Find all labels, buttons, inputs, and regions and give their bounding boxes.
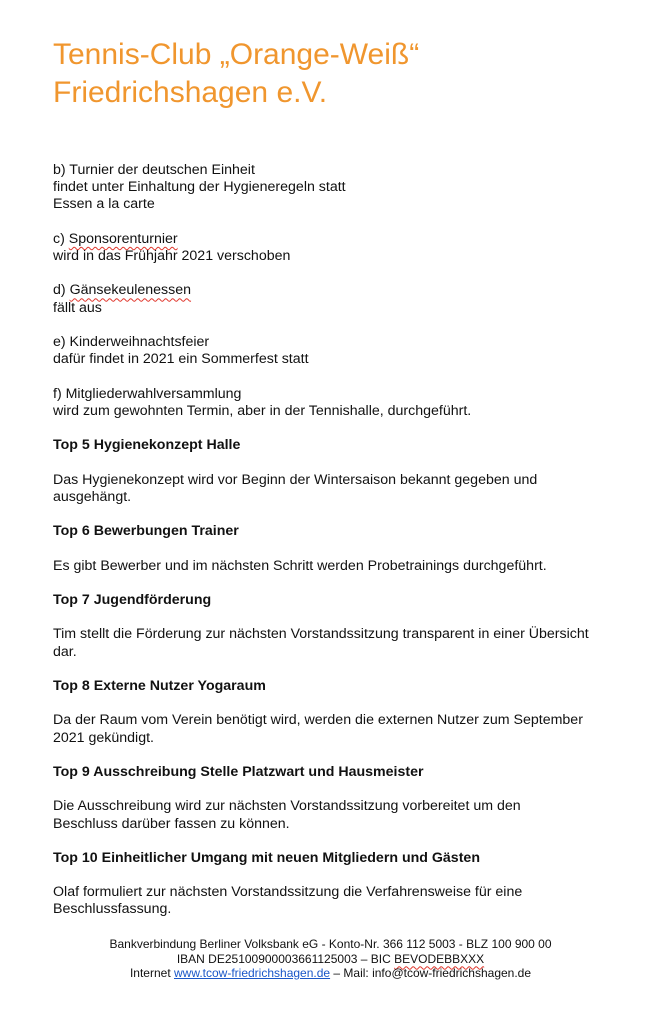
agenda-item-prefix: d) <box>53 282 70 299</box>
top-5-heading: Top 5 Hygienekonzept Halle <box>53 437 241 454</box>
paragraph-line: Die Ausschreibung wird zur nächsten Vorstandssitzung vorbereitet um den <box>53 798 521 815</box>
paragraph-line: Beschlussfassung. <box>53 901 172 918</box>
paragraph-line: ausgehängt. <box>53 488 132 505</box>
iban-bic <box>0 952 661 967</box>
agenda-item-title <box>53 231 628 248</box>
agenda-item-text: findet unter Einhaltung der Hygieneregeln statt <box>53 179 346 196</box>
club-name-line1: Tennis-Club „Orange-Weiß“ <box>53 38 420 71</box>
top-7-text <box>53 626 628 660</box>
agenda-item-b <box>53 162 628 214</box>
agenda-item-title: f) Mitgliederwahlversammlung <box>53 385 242 402</box>
agenda-item-f <box>53 386 628 420</box>
paragraph-line: Es gibt Bewerber und im nächsten Schritt werden Probetrainings durchgeführt. <box>53 557 547 574</box>
agenda-item-title: b) Turnier der deutschen Einheit <box>53 162 255 178</box>
bank-details: Bankverbindung Berliner Volksbank eG - Konto-Nr. 366 112 5003 - BLZ 100 900 00 <box>109 937 552 951</box>
paragraph-line: 2021 gekündigt. <box>53 729 154 746</box>
letterhead-footer <box>0 937 661 981</box>
agenda-item-e <box>53 334 628 368</box>
agenda-item-title: e) Kinderweihnachtsfeier <box>53 333 210 350</box>
internet-label: Internet <box>129 966 174 980</box>
agenda-item-label: Sponsorenturnier <box>68 230 178 247</box>
paragraph-line: Tim stellt die Förderung zur nächsten Vorstandssitzung transparent in einer Übersicht <box>53 626 589 643</box>
agenda-item-text: wird in das Frühjahr 2021 verschoben <box>53 248 291 264</box>
top-5-text <box>53 472 628 506</box>
mail-text: – Mail: info@tcow-friedrichshagen.de <box>330 966 532 980</box>
paragraph-line: Olaf formuliert zur nächsten Vorstandssitzung die Verfahrensweise für eine <box>53 884 523 901</box>
paragraph-line: Da der Raum vom Verein benötigt wird, werden die externen Nutzer zum September <box>53 712 583 729</box>
paragraph-line: Das Hygienekonzept wird vor Beginn der Wintersaison bekannt gegeben und <box>53 471 538 488</box>
club-header <box>53 36 633 112</box>
agenda-item-text: dafür findet in 2021 ein Sommerfest statt <box>53 351 309 368</box>
top-8-heading: Top 8 Externe Nutzer Yogaraum <box>53 677 266 694</box>
top-9-text <box>53 798 628 832</box>
paragraph-line: Beschluss darüber fassen zu können. <box>53 815 290 832</box>
agenda-item-title <box>53 282 628 299</box>
agenda-item-label: Gänsekeulenessen <box>69 282 192 299</box>
top-10-heading: Top 10 Einheitlicher Umgang mit neuen Mitgliedern und Gästen <box>53 849 480 866</box>
contact-line <box>0 966 661 981</box>
top-6-text <box>53 558 628 575</box>
agenda-item-c <box>53 231 628 265</box>
club-name-line2: Friedrichshagen e.V. <box>53 76 328 109</box>
top-7-heading: Top 7 Jugendförderung <box>53 591 212 608</box>
top-6-heading: Top 6 Bewerbungen Trainer <box>53 523 239 540</box>
top-8-text <box>53 712 628 746</box>
iban-text: IBAN DE25100900003661125003 – BIC <box>176 951 395 966</box>
agenda-item-d <box>53 282 628 316</box>
agenda-item-text: fällt aus <box>53 299 102 316</box>
top-9-heading: Top 9 Ausschreibung Stelle Platzwart und Hausmeister <box>53 763 424 780</box>
agenda-item-prefix: c) <box>53 230 69 247</box>
top-10-text <box>53 884 628 918</box>
bic-code: BEVODEBBXXX <box>394 951 485 966</box>
paragraph-line: dar. <box>53 643 77 660</box>
agenda-item-text: Essen a la carte <box>53 196 155 213</box>
minutes-content <box>53 162 628 936</box>
agenda-item-text: wird zum gewohnten Termin, aber in der Tennishalle, durchgeführt. <box>53 402 472 419</box>
website-link[interactable]: www.tcow-friedrichshagen.de <box>174 966 331 980</box>
